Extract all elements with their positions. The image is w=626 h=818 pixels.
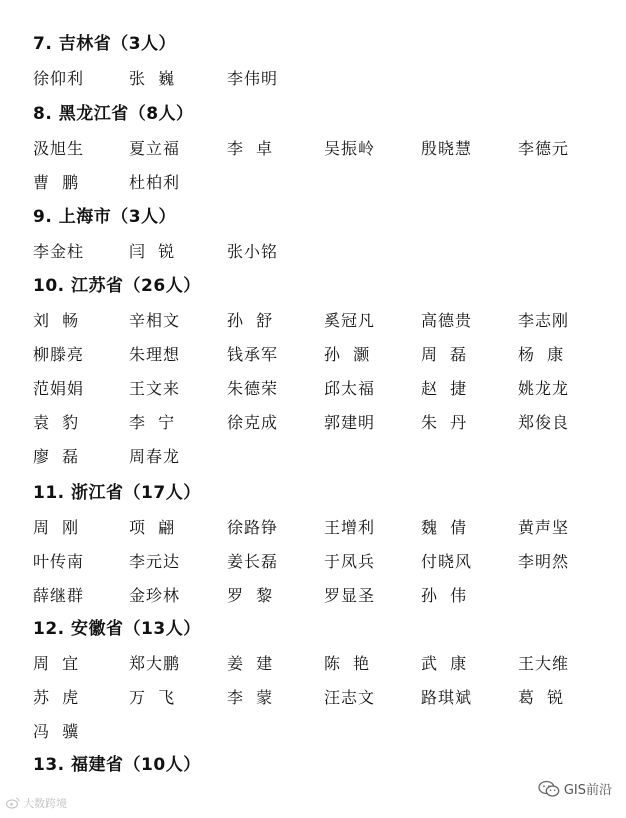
person-name: 薛继群 <box>33 586 85 605</box>
name-row <box>0 68 626 92</box>
person-name: 孙 伟 <box>421 586 468 605</box>
person-name: 汲旭生 <box>33 139 85 158</box>
person-name: 奚冠凡 <box>324 311 376 330</box>
name-row <box>0 241 626 265</box>
watermark-right-text: GIS前沿 <box>563 783 612 798</box>
person-name: 李元达 <box>129 552 181 571</box>
person-name: 孙 灏 <box>324 345 371 364</box>
person-name: 柳滕亮 <box>33 345 85 364</box>
watermark-right <box>538 779 612 798</box>
section-heading: 13. 福建省（10人） <box>33 755 201 775</box>
person-name: 刘 畅 <box>33 311 80 330</box>
person-name: 李伟明 <box>227 69 279 88</box>
person-name: 陈 艳 <box>324 654 371 673</box>
person-name: 曹 鹏 <box>33 173 80 192</box>
name-row <box>0 551 626 575</box>
person-name: 周 磊 <box>421 345 468 364</box>
person-name: 朱理想 <box>129 345 181 364</box>
person-name: 张小铭 <box>227 242 279 261</box>
person-name: 李 宁 <box>129 413 176 432</box>
person-name: 李明然 <box>518 552 570 571</box>
person-name: 葛 锐 <box>518 688 565 707</box>
person-name: 夏立福 <box>129 139 181 158</box>
person-name: 徐克成 <box>227 413 279 432</box>
person-name: 李 卓 <box>227 139 274 158</box>
person-name: 袁 豹 <box>33 413 80 432</box>
person-name: 苏 虎 <box>33 688 80 707</box>
person-name: 朱德荣 <box>227 379 279 398</box>
person-name: 汪志文 <box>324 688 376 707</box>
name-row <box>0 344 626 368</box>
person-name: 罗显圣 <box>324 586 376 605</box>
name-row <box>0 412 626 436</box>
person-name: 周 宜 <box>33 654 80 673</box>
weibo-logo-icon <box>6 797 20 809</box>
person-name: 徐仰利 <box>33 69 85 88</box>
person-name: 周 刚 <box>33 518 80 537</box>
person-name: 邱太福 <box>324 379 376 398</box>
watermark-left <box>6 795 67 811</box>
person-name: 项 翩 <box>129 518 176 537</box>
name-row <box>0 517 626 541</box>
person-name: 高德贵 <box>421 311 473 330</box>
section-heading: 7. 吉林省（3人） <box>33 34 177 54</box>
name-row <box>0 653 626 677</box>
person-name: 王文来 <box>129 379 181 398</box>
section-heading: 8. 黑龙江省（8人） <box>33 104 194 124</box>
section-heading: 9. 上海市（3人） <box>33 207 177 227</box>
person-name: 朱 丹 <box>421 413 468 432</box>
person-name: 辛相文 <box>129 311 181 330</box>
name-row <box>0 172 626 196</box>
person-name: 孙 舒 <box>227 311 274 330</box>
person-name: 姜长磊 <box>227 552 279 571</box>
person-name: 冯 骥 <box>33 722 80 741</box>
section-heading: 12. 安徽省（13人） <box>33 619 201 639</box>
person-name: 闫 锐 <box>129 242 176 261</box>
person-name: 赵 捷 <box>421 379 468 398</box>
person-name: 李德元 <box>518 139 570 158</box>
person-name: 郑俊良 <box>518 413 570 432</box>
person-name: 郑大鹏 <box>129 654 181 673</box>
person-name: 李 蒙 <box>227 688 274 707</box>
person-name: 武 康 <box>421 654 468 673</box>
person-name: 王大维 <box>518 654 570 673</box>
wechat-logo-icon <box>538 780 560 798</box>
section-heading: 11. 浙江省（17人） <box>33 483 201 503</box>
person-name: 范娟娟 <box>33 379 85 398</box>
person-name: 黄声坚 <box>518 518 570 537</box>
name-row <box>0 721 626 745</box>
person-name: 徐路铮 <box>227 518 279 537</box>
person-name: 姚龙龙 <box>518 379 570 398</box>
name-row <box>0 585 626 609</box>
person-name: 姜 建 <box>227 654 274 673</box>
person-name: 万 飞 <box>129 688 176 707</box>
person-name: 廖 磊 <box>33 447 80 466</box>
name-row <box>0 446 626 470</box>
person-name: 杨 康 <box>518 345 565 364</box>
person-name: 金珍林 <box>129 586 181 605</box>
person-name: 罗 黎 <box>227 586 274 605</box>
person-name: 周春龙 <box>129 447 181 466</box>
person-name: 付晓风 <box>421 552 473 571</box>
person-name: 李志刚 <box>518 311 570 330</box>
person-name: 路琪斌 <box>421 688 473 707</box>
person-name: 殷晓慧 <box>421 139 473 158</box>
person-name: 郭建明 <box>324 413 376 432</box>
person-name: 吴振岭 <box>324 139 376 158</box>
person-name: 杜柏利 <box>129 173 181 192</box>
name-row <box>0 687 626 711</box>
person-name: 于凤兵 <box>324 552 376 571</box>
person-name: 张 巍 <box>129 69 176 88</box>
name-row <box>0 378 626 402</box>
section-heading: 10. 江苏省（26人） <box>33 276 201 296</box>
person-name: 魏 倩 <box>421 518 468 537</box>
person-name: 李金柱 <box>33 242 85 261</box>
name-row <box>0 310 626 334</box>
name-row <box>0 138 626 162</box>
watermark-left-text: 大数跨境 <box>23 797 67 810</box>
person-name: 钱承军 <box>227 345 279 364</box>
person-name: 叶传南 <box>33 552 85 571</box>
person-name: 王增利 <box>324 518 376 537</box>
